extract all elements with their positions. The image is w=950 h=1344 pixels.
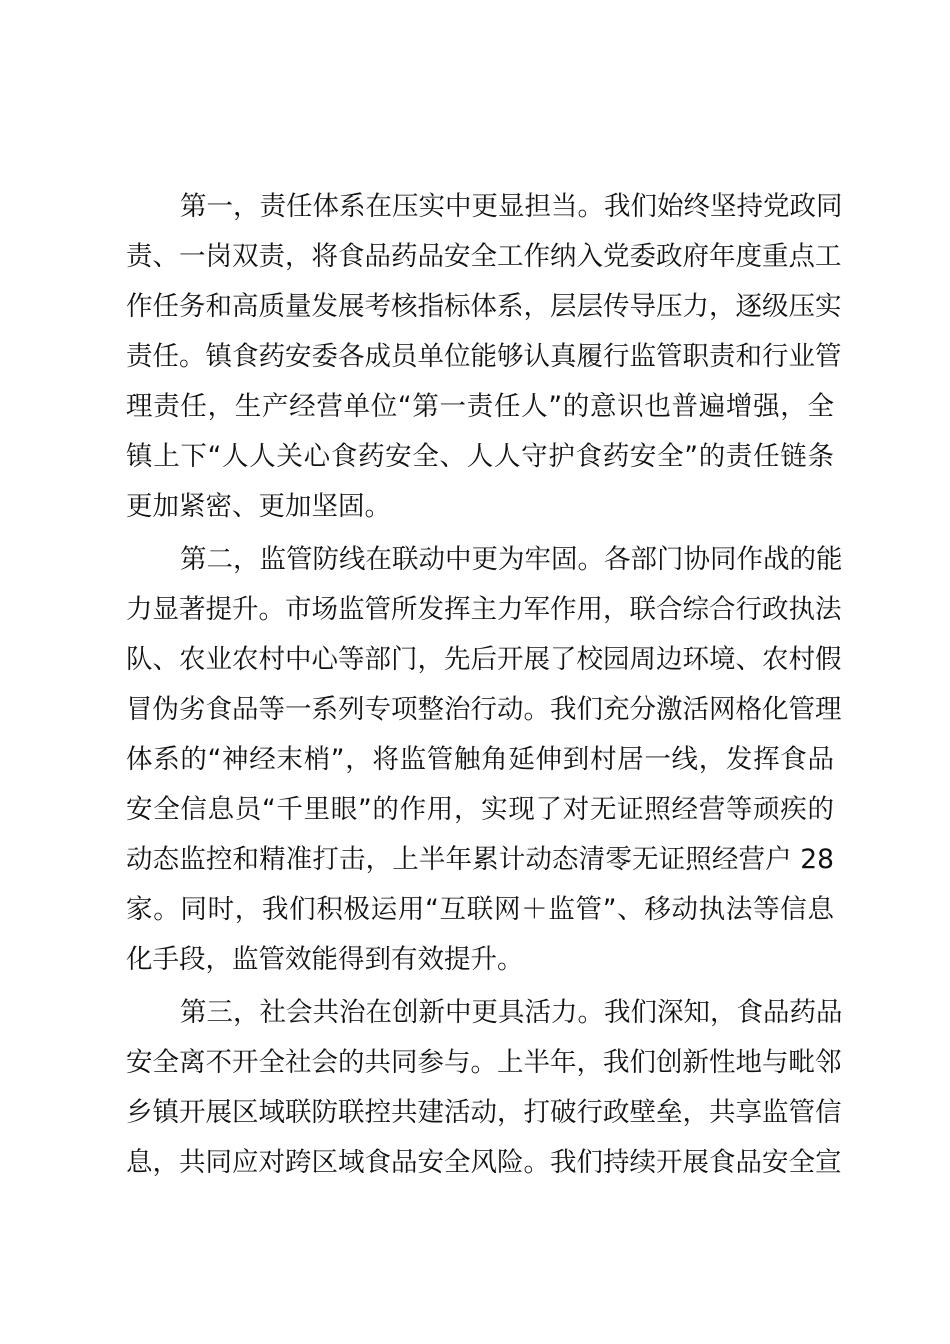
paragraph-2 xyxy=(126,535,843,985)
paragraph-line: 安全离不开全社会的共同参与。上半年，我们创新性地与毗邻 xyxy=(126,1047,842,1078)
paragraph-line: 力显著提升。市场监管所发挥主力军作用，联合综合行政执法 xyxy=(126,594,842,625)
paragraph-line: 安全信息员“千里眼”的作用，实现了对无证照经营等顽疾的 xyxy=(126,794,834,825)
paragraph-line: 乡镇开展区域联防联控共建活动，打破行政壁垒，共享监管信 xyxy=(126,1097,842,1128)
paragraph-line: 第二，监管防线在联动中更为牢固。各部门协同作战的能 xyxy=(180,544,843,575)
paragraph-line: 责、一岗双责，将食品药品安全工作纳入党委政府年度重点工 xyxy=(126,241,842,272)
paragraph-line: 冒伪劣食品等一系列专项整治行动。我们充分激活网格化管理 xyxy=(126,694,842,725)
document-body xyxy=(126,182,843,1188)
paragraph-line: 家。同时，我们积极运用“互联网＋监管”、移动执法等信息 xyxy=(126,894,834,925)
paragraph-line: 第三，社会共治在创新中更具活力。我们深知，食品药品 xyxy=(180,997,843,1028)
paragraph-line: 镇上下“人人关心食药安全、人人守护食药安全”的责任链条 xyxy=(126,441,834,472)
paragraph-line: 化手段，监管效能得到有效提升。 xyxy=(126,944,524,975)
paragraph-line: 息，共同应对跨区域食品安全风险。我们持续开展食品安全宣 xyxy=(126,1147,842,1178)
paragraph-line: 队、农业农村中心等部门，先后开展了校园周边环境、农村假 xyxy=(126,644,842,675)
paragraph-line: 理责任，生产经营单位“第一责任人”的意识也普遍增强，全 xyxy=(126,391,834,422)
paragraph-line: 责任。镇食药安委各成员单位能够认真履行监管职责和行业管 xyxy=(126,341,842,372)
paragraph-line: 动态监控和精准打击，上半年累计动态清零无证照经营户 28 xyxy=(126,844,834,875)
paragraph-line: 作任务和高质量发展考核指标体系，层层传导压力，逐级压实 xyxy=(126,291,842,322)
paragraph-line: 第一，责任体系在压实中更显担当。我们始终坚持党政同 xyxy=(180,191,843,222)
paragraph-3 xyxy=(126,988,843,1188)
paragraph-line: 体系的“神经末梢”，将监管触角延伸到村居一线，发挥食品 xyxy=(126,744,834,775)
paragraph-1 xyxy=(126,182,843,532)
paragraph-line: 更加紧密、更加坚固。 xyxy=(126,491,391,522)
